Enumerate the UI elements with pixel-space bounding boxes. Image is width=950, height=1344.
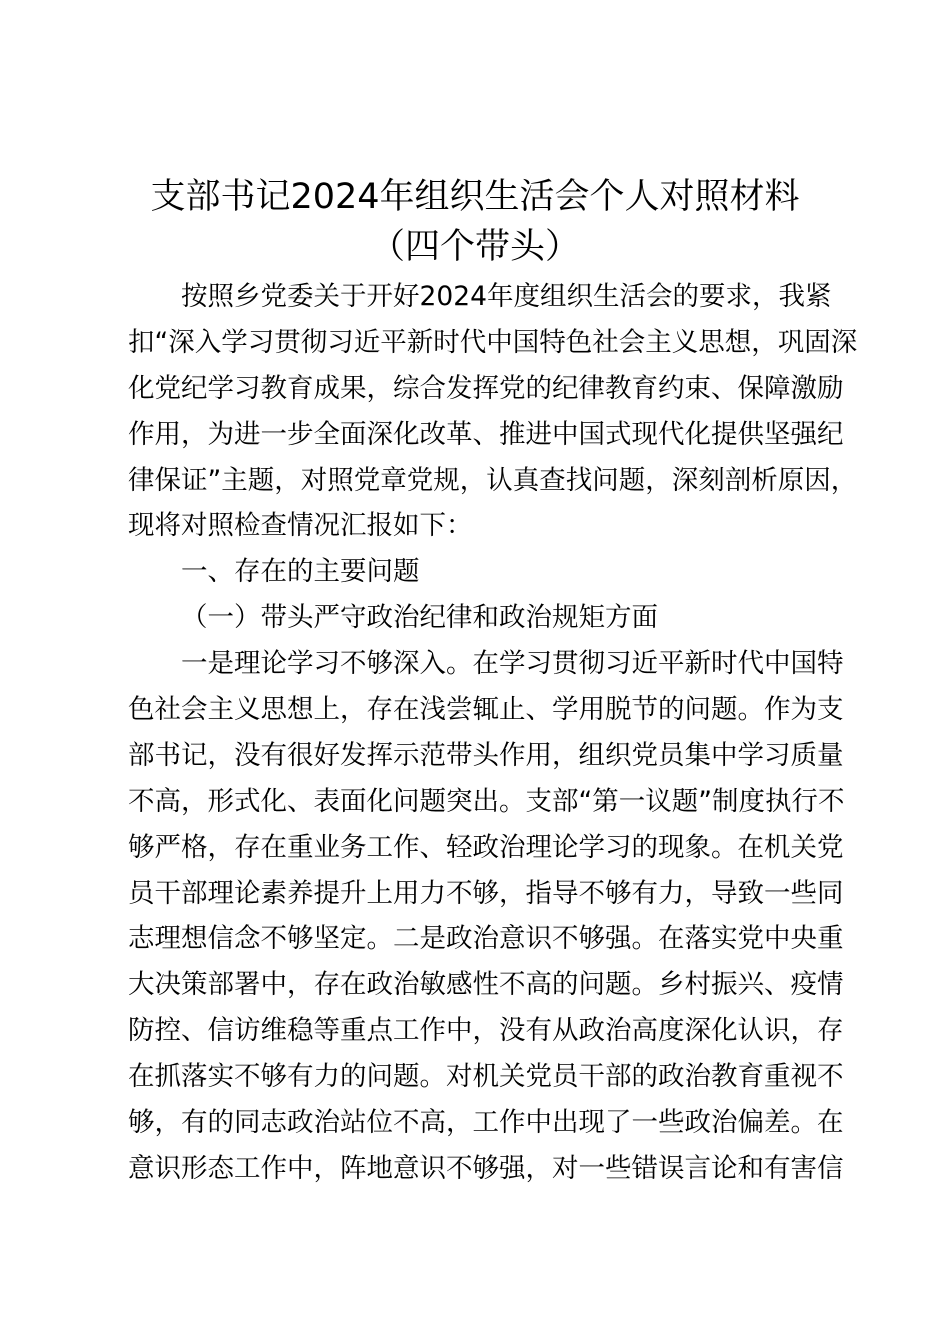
paragraph-line: 扣“深入学习贯彻习近平新时代中国特色社会主义思想，巩固深 bbox=[128, 326, 858, 358]
paragraph-line: 不高，形式化、表面化问题突出。支部“第一议题”制度执行不 bbox=[128, 785, 845, 817]
paragraph-line: 作用，为进一步全面深化改革、推进中国式现代化提供坚强纪 bbox=[128, 418, 844, 450]
paragraph-line: 意识形态工作中，阵地意识不够强，对一些错误言论和有害信 bbox=[128, 1152, 844, 1184]
paragraph-line: 色社会主义思想上，存在浅尝辄止、学用脱节的问题。作为支 bbox=[128, 694, 844, 726]
paragraph-line: 防控、信访维稳等重点工作中，没有从政治高度深化认识，存 bbox=[128, 1015, 844, 1047]
paragraph-line: 化党纪学习教育成果，综合发挥党的纪律教育约束、保障激励 bbox=[128, 372, 844, 404]
paragraph-line: 按照乡党委关于开好2024年度组织生活会的要求，我紧 bbox=[181, 281, 832, 312]
paragraph-line: 现将对照检查情况汇报如下： bbox=[128, 510, 473, 542]
document-subtitle: （四个带头） bbox=[369, 227, 580, 267]
paragraph-line: 志理想信念不够坚定。二是政治意识不够强。在落实党中央重 bbox=[128, 923, 844, 955]
paragraph-line: 够，有的同志政治站位不高，工作中出现了一些政治偏差。在 bbox=[128, 1107, 844, 1139]
section-heading: 一、存在的主要问题 bbox=[181, 556, 420, 588]
document-body bbox=[128, 274, 858, 1192]
paragraph-line: 律保证”主题，对照党章党规，认真查找问题，深刻剖析原因， bbox=[128, 464, 858, 496]
paragraph-line: 够严格，存在重业务工作、轻政治理论学习的现象。在机关党 bbox=[128, 831, 844, 863]
document-title: 支部书记2024年组织生活会个人对照材料 bbox=[150, 177, 800, 217]
subsection-heading: （一）带头严守政治纪律和政治规矩方面 bbox=[181, 602, 658, 634]
paragraph-line: 员干部理论素养提升上用力不够，指导不够有力，导致一些同 bbox=[128, 877, 844, 909]
paragraph-line: 在抓落实不够有力的问题。对机关党员干部的政治教育重视不 bbox=[128, 1061, 844, 1093]
paragraph-line: 大决策部署中，存在政治敏感性不高的问题。乡村振兴、疫情 bbox=[128, 969, 844, 1001]
paragraph-line: 部书记，没有很好发挥示范带头作用，组织党员集中学习质量 bbox=[128, 739, 844, 771]
paragraph-line: 一是理论学习不够深入。在学习贯彻习近平新时代中国特 bbox=[181, 648, 844, 680]
